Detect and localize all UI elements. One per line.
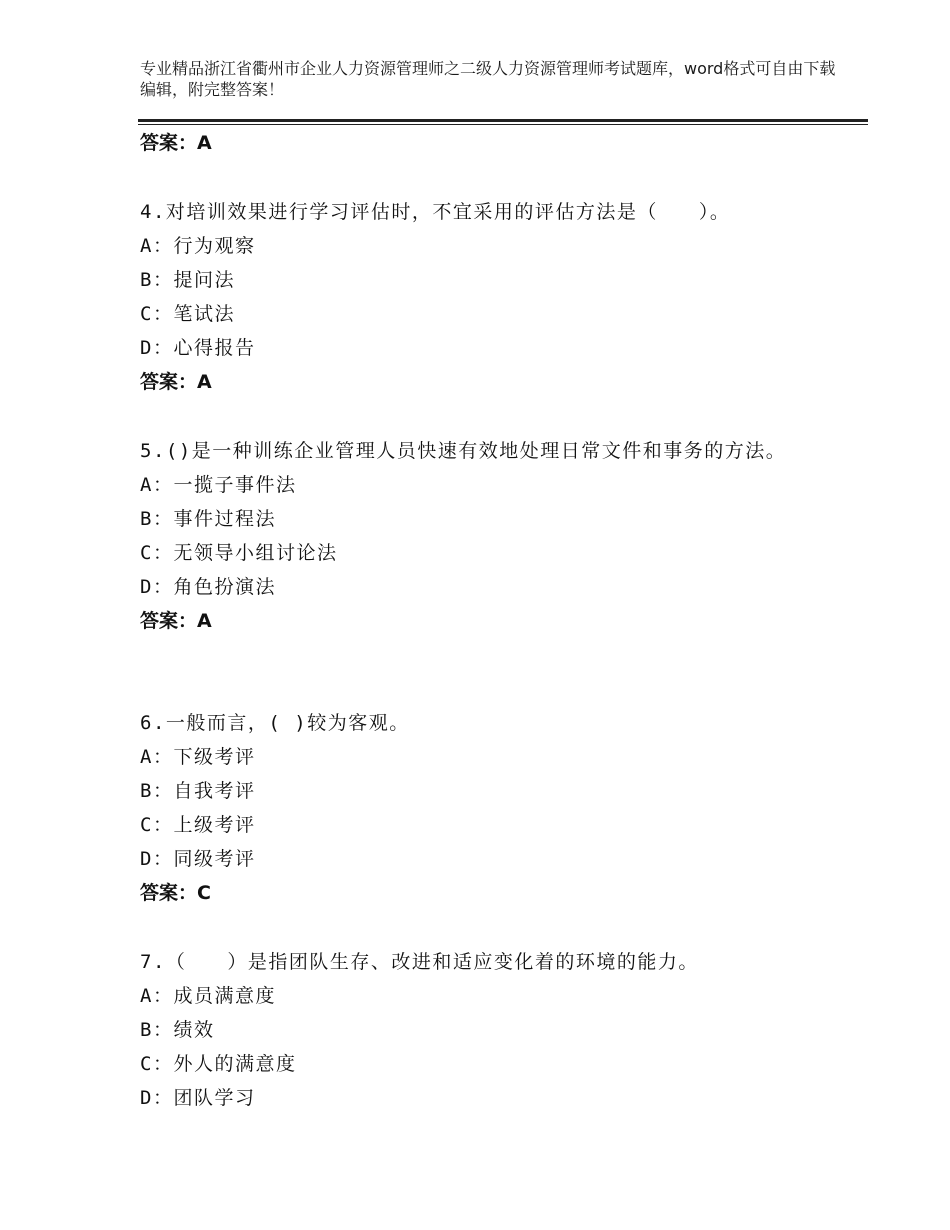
- question-stem: 5.()是一种训练企业管理人员快速有效地处理日常文件和事务的方法。: [140, 440, 787, 462]
- option-c: C：无领导小组讨论法: [140, 542, 338, 564]
- option-b: B：事件过程法: [140, 508, 276, 530]
- question-7: [140, 945, 800, 1115]
- header-rule-thin: [138, 124, 868, 125]
- option-d: D：心得报告: [140, 337, 256, 359]
- option-b: B：自我考评: [140, 780, 256, 802]
- option-d: D：团队学习: [140, 1087, 256, 1109]
- question-5: [140, 434, 800, 638]
- answer: 答案：C: [140, 882, 211, 904]
- option-c: C：上级考评: [140, 814, 256, 836]
- answer: 答案：A: [140, 371, 212, 393]
- header-rule-thick: [138, 119, 868, 122]
- option-d: D：角色扮演法: [140, 576, 276, 598]
- question-stem: 6.一般而言，( )较为客观。: [140, 712, 410, 734]
- option-a: A：下级考评: [140, 746, 256, 768]
- answer-q3: 答案：A: [140, 132, 212, 154]
- question-4: [140, 195, 800, 399]
- question-stem: 7.（ ）是指团队生存、改进和适应变化着的环境的能力。: [140, 951, 699, 973]
- question-6: [140, 706, 800, 910]
- option-a: A：成员满意度: [140, 985, 276, 1007]
- option-c: C：外人的满意度: [140, 1053, 297, 1075]
- document-header: 专业精品浙江省衢州市企业人力资源管理师之二级人力资源管理师考试题库，word格式可自由下载编辑，附完整答案！: [140, 59, 836, 99]
- option-d: D：同级考评: [140, 848, 256, 870]
- option-a: A：行为观察: [140, 235, 256, 257]
- option-b: B：绩效: [140, 1019, 215, 1041]
- question-stem: 4.对培训效果进行学习评估时，不宜采用的评估方法是（ ）。: [140, 201, 731, 223]
- option-a: A：一揽子事件法: [140, 474, 297, 496]
- answer: 答案：A: [140, 610, 212, 632]
- option-b: B：提问法: [140, 269, 235, 291]
- option-c: C：笔试法: [140, 303, 235, 325]
